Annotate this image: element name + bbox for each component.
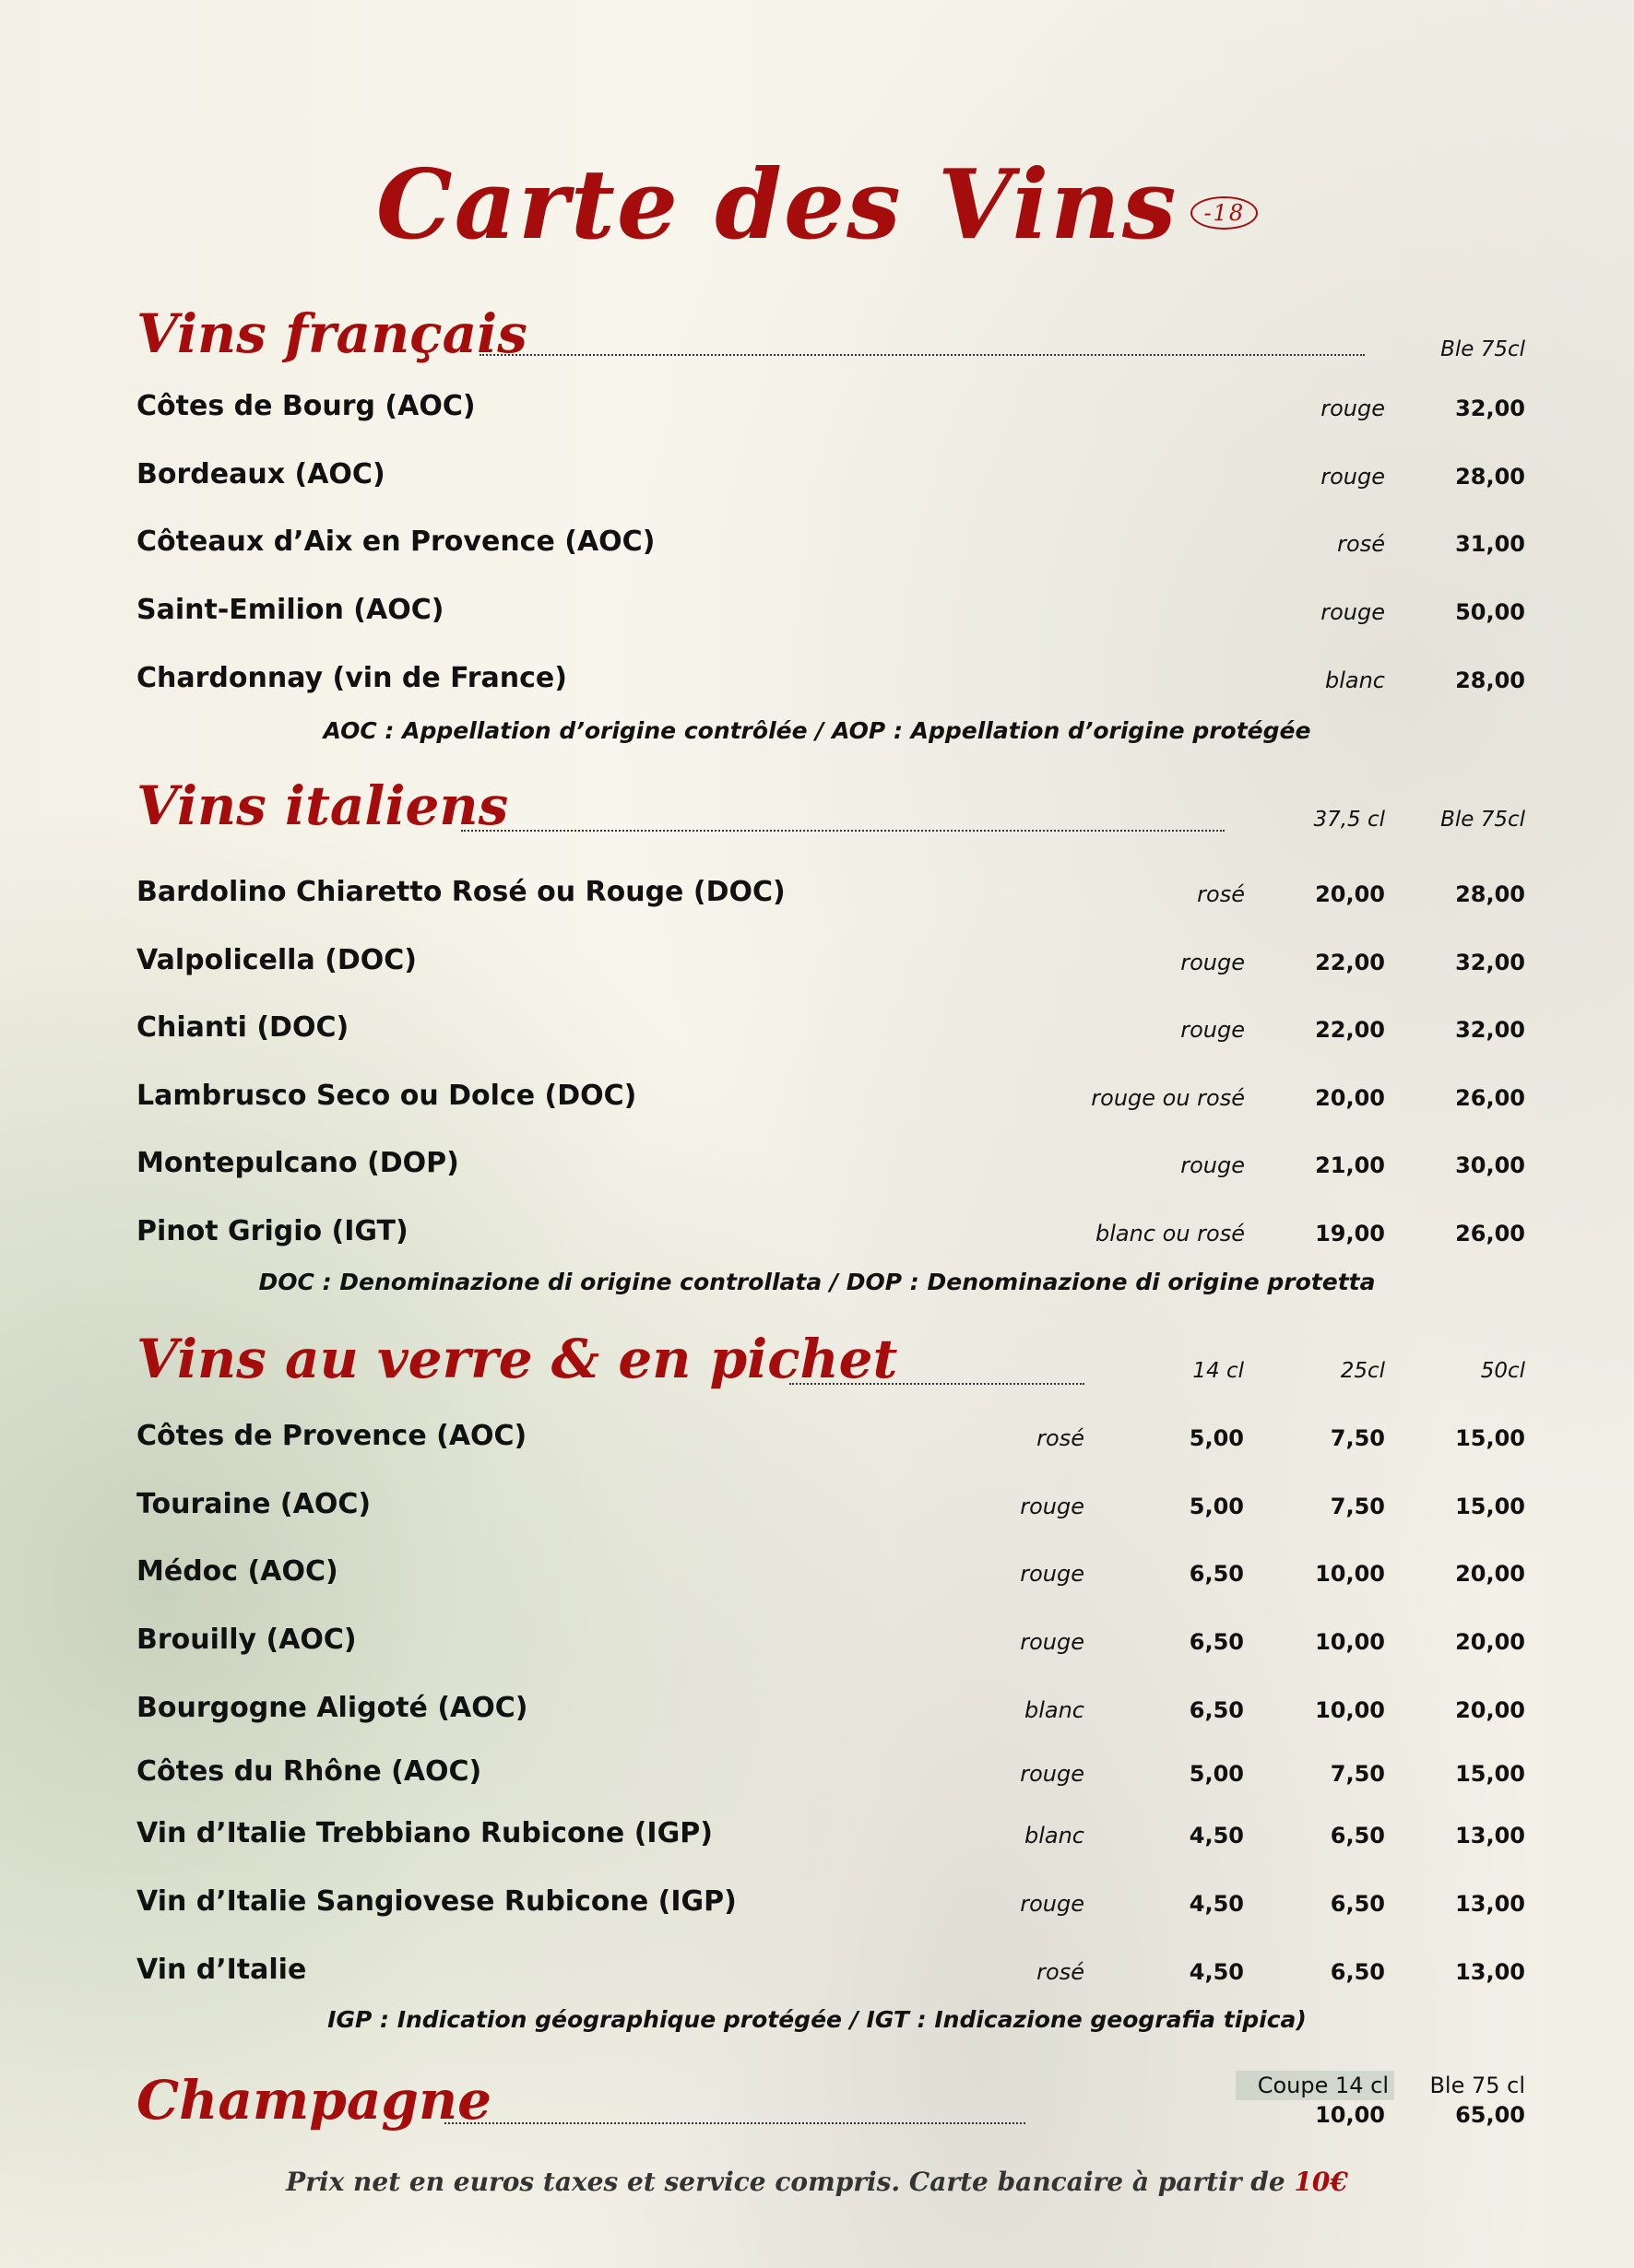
col-header: 14 cl [1192,1359,1244,1383]
wine-row [136,876,1525,931]
wine-type: rouge [1020,1891,1084,1917]
wine-row [136,1555,1525,1611]
section-heading-italian: Vins italiens [136,774,509,837]
wine-name: Pinot Grigio (IGT) [136,1215,408,1247]
wine-price: 6,50 [1330,1891,1385,1917]
wine-name: Médoc (AOC) [136,1555,338,1588]
col-header: 50cl [1480,1359,1525,1383]
wine-type: rouge [1020,1561,1084,1587]
wine-price: 10,00 [1315,1629,1385,1655]
wine-row [136,390,1525,445]
wine-price: 20,00 [1455,1697,1525,1723]
wine-price: 20,00 [1455,1629,1525,1655]
wine-type: rouge [1180,949,1245,975]
champagne-price: 10,00 [1315,2102,1385,2128]
wine-row [136,526,1525,581]
wine-name: Saint-Emilion (AOC) [136,594,444,627]
wine-row [136,458,1525,514]
col-header: 25cl [1340,1359,1385,1383]
wine-type: rouge [1320,463,1385,490]
wine-price: 6,50 [1189,1697,1244,1723]
wine-row [136,1624,1525,1679]
wine-name: Bordeaux (AOC) [136,457,385,490]
section-heading-french: Vins français [136,302,527,365]
wine-price: 5,00 [1189,1761,1244,1787]
wine-price: 15,00 [1455,1425,1525,1451]
wine-price: 21,00 [1315,1152,1385,1179]
wine-price: 28,00 [1455,463,1525,490]
wine-price: 10,00 [1315,1697,1385,1723]
wine-row [136,1420,1525,1475]
footer-amount: 10€ [1294,2167,1348,2197]
wine-price: 19,00 [1315,1221,1385,1246]
wine-price: 7,50 [1330,1425,1385,1451]
wine-price: 28,00 [1455,881,1525,907]
wine-price: 32,00 [1455,396,1525,421]
wine-row [136,1011,1525,1067]
wine-price: 20,00 [1315,881,1385,907]
wine-price: 20,00 [1455,1561,1525,1587]
wine-type: rouge [1180,1017,1245,1044]
wine-row [136,594,1525,649]
age-restriction-badge: -18 [1190,196,1258,230]
wine-row [136,1215,1525,1270]
col-header: Ble 75cl [1440,337,1525,361]
title-text: Carte des Vins [375,148,1178,261]
wine-name: Côtes de Bourg (AOC) [136,390,476,422]
wine-name: Touraine (AOC) [136,1488,372,1520]
dotted-divider [461,830,1225,832]
wine-price: 32,00 [1455,1017,1525,1044]
wine-type: blanc [1024,1697,1084,1723]
wine-price: 4,50 [1189,1823,1244,1849]
wine-name: Vin d’Italie Sangiovese Rubicone (IGP) [136,1885,737,1918]
wine-type: rosé [1036,1959,1084,1985]
wine-type: rouge [1020,1629,1084,1655]
wine-row [136,1817,1525,1872]
wine-price: 6,50 [1189,1561,1244,1587]
wine-price: 6,50 [1189,1629,1244,1655]
wine-name: Vin d’Italie Trebbiano Rubicone (IGP) [136,1817,713,1849]
wine-row [136,1755,1525,1811]
wine-name: Lambrusco Seco ou Dolce (DOC) [136,1079,637,1112]
wine-price: 31,00 [1455,531,1525,558]
wine-name: Côtes du Rhône (AOC) [136,1755,482,1788]
wine-name: Chardonnay (vin de France) [136,661,567,694]
wine-price: 15,00 [1455,1494,1525,1519]
wine-row [136,1692,1525,1747]
champagne-col-header: Coupe 14 cl [1236,2071,1394,2100]
wine-price: 10,00 [1315,1561,1385,1587]
wine-price: 7,50 [1330,1494,1385,1519]
wine-row [136,944,1525,999]
footer-text: Prix net en euros taxes et service compris. Carte bancaire à partir de [286,2167,1295,2197]
wine-type: rouge [1320,599,1385,626]
wine-price: 5,00 [1189,1425,1244,1451]
wine-price: 7,50 [1330,1761,1385,1787]
section-heading-glass: Vins au verre & en pichet [136,1328,898,1390]
wine-name: Côtes de Provence (AOC) [136,1420,527,1452]
wine-type: rouge [1020,1494,1084,1519]
champagne-col-header: Ble 75 cl [1429,2073,1525,2098]
wine-type: blanc [1324,667,1385,693]
wine-type: rosé [1337,531,1385,558]
wine-price: 50,00 [1455,599,1525,626]
italian-note: DOC : Denominazione di origine controllata / DOP : Denominazione di origine protetta [258,1269,1376,1295]
wine-type: rouge ou rosé [1091,1084,1245,1111]
wine-name: Valpolicella (DOC) [136,943,417,976]
dotted-divider [480,354,1365,356]
wine-price: 15,00 [1455,1761,1525,1787]
wine-price: 5,00 [1189,1494,1244,1519]
dotted-divider [789,1383,1084,1385]
wine-price: 26,00 [1455,1221,1525,1246]
wine-price: 13,00 [1455,1959,1525,1985]
wine-type: rouge [1020,1761,1084,1787]
footer-note [0,2167,1634,2197]
wine-row [136,662,1525,717]
wine-name: Chianti (DOC) [136,1011,349,1045]
wine-row [136,1488,1525,1543]
wine-row [136,1147,1525,1202]
section-heading-champagne: Champagne [136,2069,492,2132]
wine-price: 13,00 [1455,1891,1525,1917]
wine-name: Bourgogne Aligoté (AOC) [136,1692,528,1724]
wine-row [136,1080,1525,1135]
wine-price: 28,00 [1455,667,1525,693]
wine-name: Bardolino Chiaretto Rosé ou Rouge (DOC) [136,876,786,908]
wine-row [136,1954,1525,2009]
wine-name: Vin d’Italie [136,1954,307,1986]
wine-type: rouge [1320,396,1385,421]
wine-price: 4,50 [1189,1891,1244,1917]
wine-type: blanc [1024,1823,1084,1849]
wine-price: 32,00 [1455,949,1525,975]
wine-price: 4,50 [1189,1959,1244,1985]
wine-price: 20,00 [1315,1084,1385,1111]
wine-price: 22,00 [1315,949,1385,975]
wine-price: 6,50 [1330,1959,1385,1985]
wine-price: 22,00 [1315,1017,1385,1044]
wine-price: 30,00 [1455,1152,1525,1179]
wine-name: Montepulcano (DOP) [136,1147,459,1180]
wine-name: Côteaux d’Aix en Provence (AOC) [136,526,656,559]
dotted-divider [444,2122,1025,2124]
glass-note: IGP : Indication géographique protégée / IGT : Indicazione geografia tipica) [327,2006,1307,2033]
wine-type: rosé [1197,881,1245,907]
col-header: 37,5 cl [1313,808,1385,832]
champagne-price: 65,00 [1455,2102,1525,2128]
wine-name: Brouilly (AOC) [136,1624,357,1656]
col-header: Ble 75cl [1440,808,1525,832]
wine-price: 13,00 [1455,1823,1525,1849]
wine-type: rouge [1180,1152,1245,1179]
wine-type: blanc ou rosé [1095,1221,1245,1246]
wine-row [136,1885,1525,1941]
wine-price: 26,00 [1455,1084,1525,1111]
page-title [0,148,1634,261]
french-note: AOC : Appellation d’origine contrôlée / AOP : Appellation d’origine protégée [323,717,1311,744]
wine-price: 6,50 [1330,1823,1385,1849]
wine-type: rosé [1036,1425,1084,1451]
